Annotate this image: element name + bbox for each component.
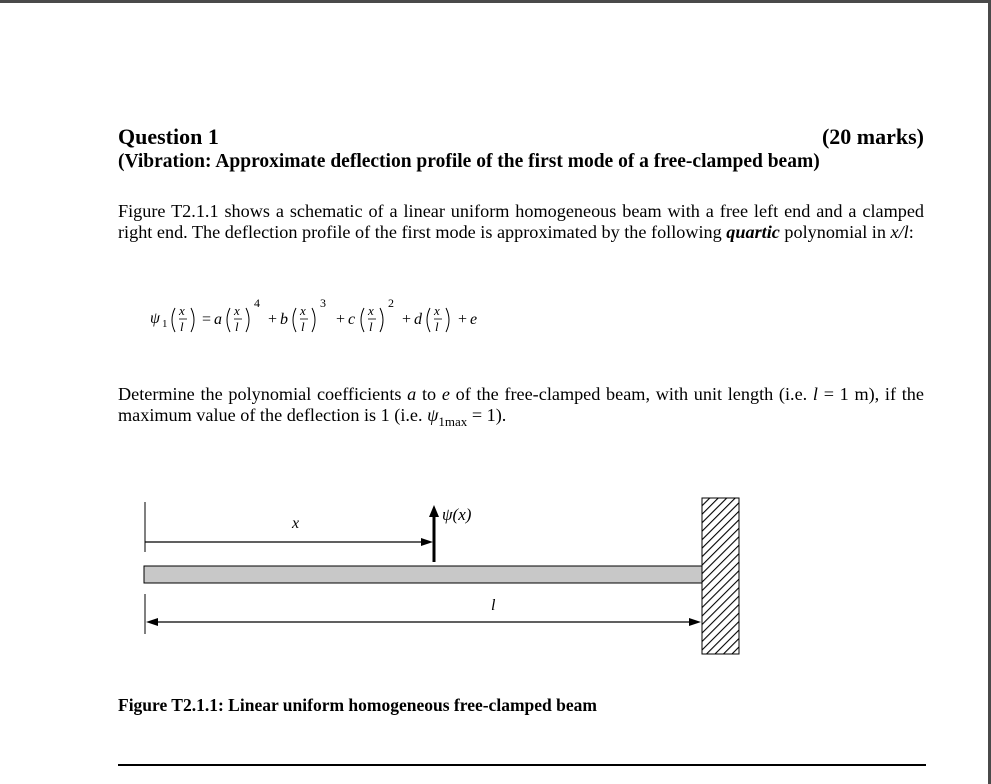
eq-x: x bbox=[434, 303, 440, 318]
eq-coef-b: b bbox=[280, 311, 288, 328]
page-border-top bbox=[0, 0, 991, 3]
desc-text-after: polynomial in bbox=[779, 222, 891, 242]
problem-description bbox=[118, 201, 924, 243]
task-var-psi: ψ bbox=[427, 405, 439, 425]
task-text: to bbox=[416, 384, 442, 404]
question-subtitle: (Vibration: Approximate deflection profile of the first mode of a free-clamped beam) bbox=[118, 151, 820, 172]
task-text: of the free-clamped beam, with unit length (i.e. bbox=[449, 384, 813, 404]
eq-l: l bbox=[235, 319, 239, 334]
figure-caption: Figure T2.1.1: Linear uniform homogeneous free-clamped beam bbox=[118, 695, 597, 715]
eq-power-3: 3 bbox=[320, 296, 326, 310]
task-var-e: e bbox=[441, 384, 450, 404]
eq-x: x bbox=[368, 303, 374, 318]
l-label: l bbox=[491, 597, 496, 614]
question-title: Question 1 bbox=[118, 124, 219, 149]
eq-coef-a: a bbox=[214, 311, 222, 328]
task-text: = 1 m), if the maximum value of the deflection is 1 (i.e. bbox=[118, 384, 924, 425]
eq-plus: + bbox=[336, 311, 346, 328]
eq-l: l bbox=[435, 319, 439, 334]
task-var-a: a bbox=[407, 384, 417, 404]
eq-l: l bbox=[369, 319, 373, 334]
eq-l: l bbox=[301, 319, 305, 334]
task-statement bbox=[118, 384, 924, 432]
eq-equals: = bbox=[202, 311, 212, 328]
eq-paren-left bbox=[172, 308, 175, 332]
task-text: Determine the polynomial coefficients bbox=[118, 384, 408, 404]
eq-paren-right bbox=[446, 308, 449, 332]
eq-x: x bbox=[300, 303, 306, 318]
eq-paren-left bbox=[427, 308, 430, 332]
eq-paren-left bbox=[293, 308, 296, 332]
clamp-wall bbox=[702, 498, 739, 654]
eq-coef-c: c bbox=[348, 311, 356, 328]
desc-end: : bbox=[908, 222, 914, 242]
eq-plus: + bbox=[458, 311, 468, 328]
eq-psi: ψ bbox=[150, 310, 160, 327]
eq-power-2: 2 bbox=[388, 296, 394, 310]
deflection-equation bbox=[150, 278, 570, 338]
psi-label: ψ(x) bbox=[442, 505, 472, 524]
l-arrowhead-right bbox=[689, 618, 701, 626]
eq-plus: + bbox=[268, 311, 278, 328]
eq-coef-d: d bbox=[414, 311, 422, 328]
task-var-psi-sub: 1max bbox=[438, 414, 468, 429]
horizontal-rule bbox=[118, 764, 926, 766]
beam-figure bbox=[138, 492, 748, 662]
eq-paren-right bbox=[246, 308, 249, 332]
desc-variable: x/l bbox=[890, 222, 909, 242]
x-label: x bbox=[292, 515, 300, 532]
task-var-l: l bbox=[812, 384, 818, 404]
l-arrowhead-left bbox=[146, 618, 158, 626]
eq-x: x bbox=[234, 303, 240, 318]
x-dimension-arrowhead bbox=[421, 538, 433, 546]
question-marks: (20 marks) bbox=[821, 124, 924, 149]
task-text: = 1). bbox=[467, 405, 507, 425]
eq-paren-right bbox=[312, 308, 315, 332]
eq-plus: + bbox=[402, 311, 412, 328]
desc-emphasis: quartic bbox=[726, 222, 780, 242]
eq-coef-e: e bbox=[470, 311, 478, 328]
beam bbox=[144, 566, 702, 583]
eq-psi-sub: 1 bbox=[162, 318, 168, 330]
eq-l: l bbox=[180, 319, 184, 334]
eq-x: x bbox=[179, 303, 185, 318]
eq-paren-left bbox=[227, 308, 230, 332]
eq-power-4: 4 bbox=[254, 296, 260, 310]
psi-arrowhead bbox=[429, 505, 439, 517]
eq-paren-right bbox=[380, 308, 383, 332]
desc-text: Figure T2.1.1 shows a schematic of a linear uniform homogeneous beam with a free left end and a clamped right end. The deflection profile of the first mode is approximated by the following bbox=[118, 201, 924, 242]
eq-paren-right bbox=[191, 308, 194, 332]
eq-paren-left bbox=[361, 308, 364, 332]
